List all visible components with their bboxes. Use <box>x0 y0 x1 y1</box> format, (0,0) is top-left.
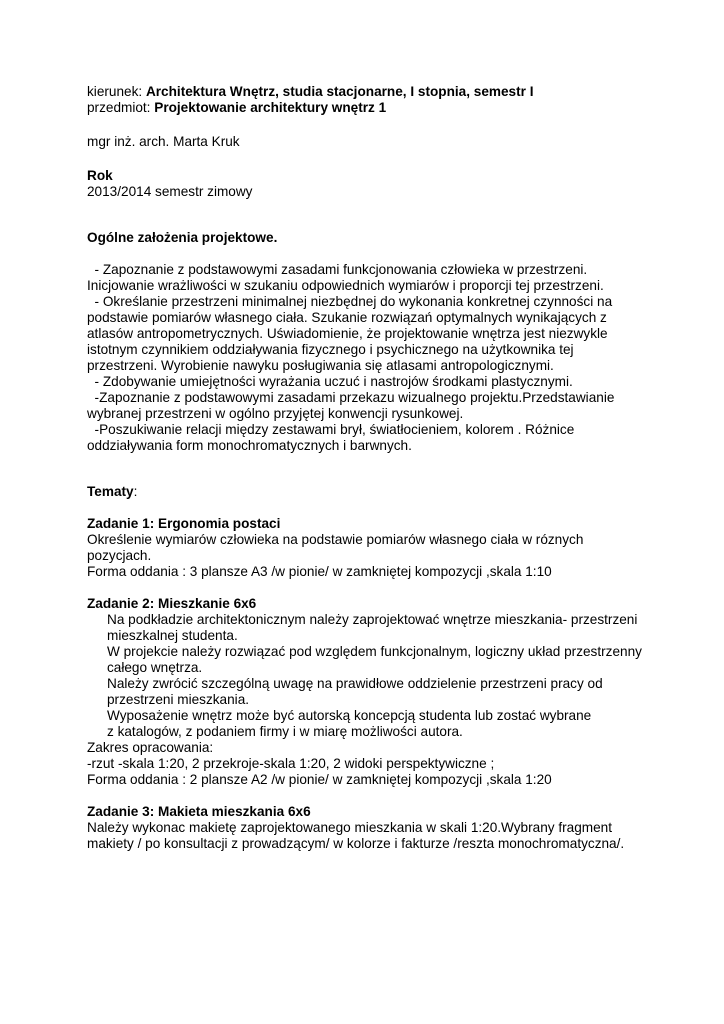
zadanie2-indented-line: Na podkładzie architektonicznym należy zaprojektować wnętrze mieszkania- przestrzeni <box>107 612 638 627</box>
zadanie2-indented-line: mieszkalnej studenta. <box>107 628 238 643</box>
zadanie2-line: -rzut -skala 1:20, 2 przekroje-skala 1:20, 2 widoki perspektywiczne ; <box>87 756 495 771</box>
zalozenia-line: atlasów antropometrycznych. Uświadomienie, że projektowanie wnętrza jest niezwykle <box>87 326 608 341</box>
teacher-name: mgr inż. arch. Marta Kruk <box>87 134 240 149</box>
zadanie1-line: Określenie wymiarów człowieka na podstawie pomiarów własnego ciała w róznych <box>87 532 584 547</box>
przedmiot-value: Projektowanie architektury wnętrz 1 <box>154 100 387 115</box>
zalozenia-line: -Poszukiwanie relacji między zestawami brył, światłocieniem, kolorem . Różnice <box>87 422 575 437</box>
zadanie1-line: pozycjach. <box>87 548 152 563</box>
rok-value: 2013/2014 semestr zimowy <box>87 184 253 199</box>
zadanie2-indented-line: Wyposażenie wnętrz może być autorską koncepcją studenta lub zostać wybrane <box>107 708 592 723</box>
tematy-colon: : <box>133 484 138 499</box>
kierunek-value: Architektura Wnętrz, studia stacjonarne, I stopnia, semestr I <box>145 84 534 99</box>
document-page <box>87 84 687 852</box>
zalozenia-line: - Zapoznanie z podstawowymi zasadami funkcjonowania człowieka w przestrzeni. <box>87 262 588 277</box>
zadanie2-indented-block <box>87 612 687 740</box>
zalozenia-line: - Określanie przestrzeni minimalnej niezbędnej do wykonania konkretnej czynności na <box>87 294 613 309</box>
tematy-label: Tematy <box>87 484 134 499</box>
zadanie3-line: Należy wykonac makietę zaprojektowanego mieszkania w skali 1:20.Wybrany fragment <box>87 820 612 835</box>
zalozenia-line: oddziaływania form monochromatycznych i barwnych. <box>87 438 412 453</box>
zalozenia-line: podstawie pomiarów własnego ciała. Szukanie rozwiązań optymalnych wynikających z <box>87 310 607 325</box>
zadanie3-title: Zadanie 3: Makieta mieszkania 6x6 <box>87 804 311 819</box>
przedmiot-label: przedmiot: <box>87 100 151 115</box>
zadanie2-line: Zakres opracowania: <box>87 740 214 755</box>
zadanie2-line: Forma oddania : 2 plansze A2 /w pionie/ w zamkniętej kompozycji ,skala 1:20 <box>87 772 552 787</box>
zadanie3-line: makiety / po konsultacji z prowadzącym/ w kolorze i fakturze /reszta monochromatyczna/. <box>87 836 625 851</box>
zadanie2-title: Zadanie 2: Mieszkanie 6x6 <box>87 596 257 611</box>
zadanie2-indented-line: całego wnętrza. <box>107 660 203 675</box>
zalozenia-line: wybranej przestrzeni w ogólno przyjętej konwencji rysunkowej. <box>87 406 464 421</box>
rok-label: Rok <box>87 168 113 183</box>
zadanie1-line: Forma oddania : 3 plansze A3 /w pionie/ w zamkniętej kompozycji ,skala 1:10 <box>87 564 552 579</box>
zalozenia-line: istotnym czynnikiem oddziaływania fizycznego i psychicznego na użytkownika tej <box>87 342 574 357</box>
zadanie2-indented-line: z katalogów, z podaniem firmy i w miarę możliwości autora. <box>107 724 463 739</box>
tematy-heading <box>87 484 687 500</box>
zadanie2-indented-line: Należy zwrócić szczególną uwagę na prawidłowe oddzielenie przestrzeni pracy od <box>107 676 603 691</box>
zadanie2-indented-line: przestrzeni mieszkania. <box>107 692 250 707</box>
zalozenia-line: Inicjowanie wrażliwości w szukaniu odpowiednich wymiarów i proporcji tej przestrzeni. <box>87 278 604 293</box>
zalozenia-line: przestrzeni. Wyrobienie nawyku posługiwania się atlasami antropologicznymi. <box>87 358 554 373</box>
zalozenia-title: Ogólne założenia projektowe. <box>87 230 278 245</box>
zadanie2-indented-line: W projekcie należy rozwiązać pod względem funkcjonalnym, logiczny układ przestrzenny <box>107 644 642 659</box>
kierunek-label: kierunek: <box>87 84 143 99</box>
przedmiot-line <box>87 100 687 116</box>
zalozenia-line: - Zdobywanie umiejętności wyrażania uczuć i nastrojów środkami plastycznymi. <box>87 374 573 389</box>
zadanie1-title: Zadanie 1: Ergonomia postaci <box>87 516 281 531</box>
zalozenia-body <box>87 262 687 454</box>
zalozenia-line: -Zapoznanie z podstawowymi zasadami przekazu wizualnego projektu.Przedstawianie <box>87 390 615 405</box>
kierunek-line <box>87 84 687 100</box>
